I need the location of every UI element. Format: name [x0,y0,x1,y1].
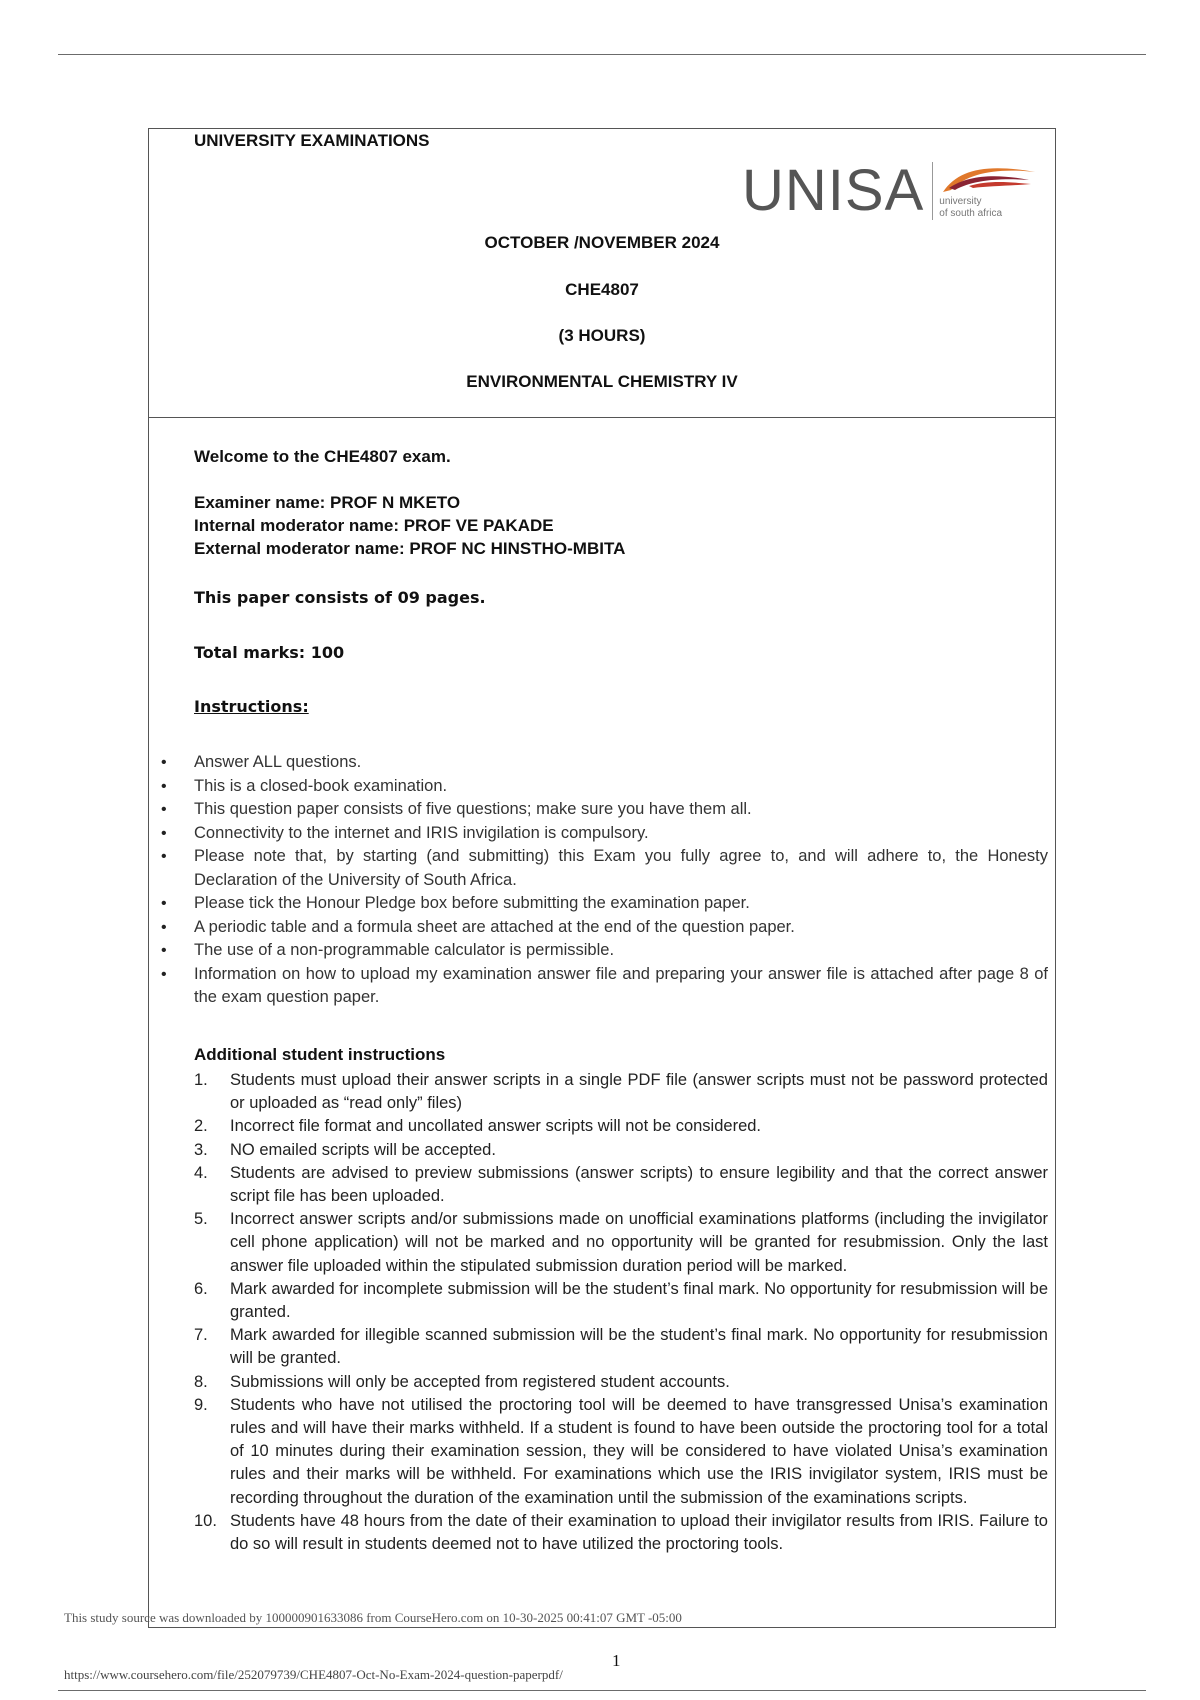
list-item: • This is a closed-book examination. [148,775,1048,799]
internal-moderator: Internal moderator name: PROF VE PAKADE [194,516,554,535]
logo-wordmark: UNISA [742,158,925,223]
list-item: • Connectivity to the internet and IRIS invigilation is compulsory. [148,822,1048,846]
instructions-list [148,751,1048,1010]
list-item: 6. Mark awarded for incomplete submission will be the student’s final mark. No opportunity for resubmission will be granted. [194,1279,1048,1322]
bottom-rule [58,1690,1146,1691]
list-item: 4. Students are advised to preview submissions (answer scripts) to ensure legibility and that the correct answer script file has been uploaded. [194,1163,1048,1206]
welcome-text: Welcome to the CHE4807 exam. [194,447,451,466]
additional-instructions-list [194,1069,1048,1556]
list-item: 8. Submissions will only be accepted from registered student accounts. [194,1372,730,1391]
list-item: 7. Mark awarded for illegible scanned submission will be the student’s final mark. No opportunity for resubmission will be granted. [194,1326,1048,1368]
list-item: 5. Incorrect answer scripts and/or submissions made on unofficial examinations platforms (including the invigilator cell phone application) will not be marked and no opportunity will be granted for resubmission. Only the last answer file uploaded within the stipulated submission duration period will be marked. [194,1210,1048,1275]
source-url[interactable]: https://www.coursehero.com/file/252079739/CHE4807-Oct-No-Exam-2024-question-paperpdf/ [64,1667,563,1682]
list-item: • This question paper consists of five questions; make sure you have them all. [148,798,1048,822]
list-item: • Answer ALL questions. [148,751,1048,775]
additional-instructions-heading: Additional student instructions [194,1045,446,1064]
exam-session: OCTOBER /NOVEMBER 2024 [484,233,720,252]
logo-subtitle-line1: university [939,196,982,207]
list-item: 1. Students must upload their answer scripts in a single PDF file (answer scripts must not be password protected or uploaded as “read only” files) [194,1071,1048,1113]
top-rule [58,54,1146,55]
download-source-note: This study source was downloaded by 100000901633086 from CourseHero.com on 10-30-2025 00:41:07 GMT -05:00 [64,1610,682,1625]
page-count: This paper consists of 09 pages. [194,588,486,607]
instructions-heading: Instructions: [194,697,309,716]
examiner-name: Examiner name: PROF N MKETO [194,493,461,512]
list-item: 9. Students who have not utilised the proctoring tool will be deemed to have transgressed Unisa’s examination rules and will have their marks withheld. If a student is found to have been outside the proctoring tool for a total of 10 minutes during their examination session, they will be considered to have violated Unisa’s examination rules and their marks will be withheld. For examinations which use the IRIS invigilator system, IRIS must be recording throughout the duration of the examination until the submission of the examinations scripts. [194,1395,1048,1507]
swoosh-icon [939,162,1039,196]
module-code: CHE4807 [565,280,639,299]
unisa-logo [742,158,1039,223]
list-item: 3. NO emailed scripts will be accepted. [194,1140,496,1159]
exam-duration: (3 HOURS) [558,326,646,345]
list-item: 2. Incorrect file format and uncollated answer scripts will not be considered. [194,1117,762,1136]
total-marks: Total marks: 100 [194,643,345,662]
list-item: 10. Students have 48 hours from the date of their examination to upload their invigilator results from IRIS. Failure to do so will result in students deemed not to have utilized the proctoring tools. [194,1511,1048,1554]
module-name: ENVIRONMENTAL CHEMISTRY IV [466,372,738,391]
university-examinations-label: UNIVERSITY EXAMINATIONS [194,131,430,150]
list-item: • Please note that, by starting (and submitting) this Exam you fully agree to, and will adhere to, the Honesty Declaration of the University of South Africa. [148,845,1048,892]
frame-divider [148,417,1056,418]
list-item: • Information on how to upload my examination answer file and preparing your answer file is attached after page 8 of the exam question paper. [148,963,1048,1010]
list-item: • A periodic table and a formula sheet are attached at the end of the question paper. [148,916,1048,940]
list-item: • The use of a non-programmable calculator is permissible. [148,939,1048,963]
logo-subtitle-line2: of south africa [939,208,1003,219]
logo-separator [932,162,933,220]
external-moderator: External moderator name: PROF NC HINSTHO-MBITA [194,539,626,558]
list-item: • Please tick the Honour Pledge box before submitting the examination paper. [148,892,1048,916]
page-number: 1 [612,1651,621,1670]
